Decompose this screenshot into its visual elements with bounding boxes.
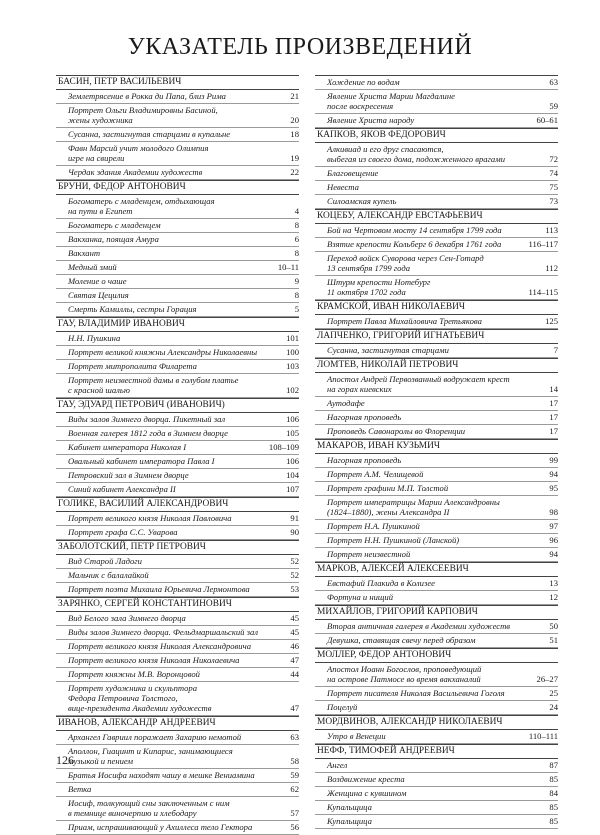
index-entry	[315, 397, 558, 411]
work-title: Проповедь Савонаролы во Флоренции	[327, 426, 466, 436]
work-page: 91	[290, 513, 299, 523]
work-title: Братья Иосифа находят чашу в мешке Вениамина	[68, 770, 255, 780]
work-page: 102	[286, 385, 299, 395]
index-entry	[56, 166, 299, 180]
work-page: 85	[549, 802, 558, 812]
work-page: 62	[290, 784, 299, 794]
index-entry	[56, 332, 299, 346]
work-page: 46	[290, 641, 299, 651]
work-title: Моление о чаше	[68, 276, 127, 286]
index-entry	[315, 577, 558, 591]
work-page: 110–111	[528, 731, 558, 741]
index-entry	[56, 583, 299, 597]
work-page: 112	[545, 263, 558, 273]
author-heading: ГАУ, ЭДУАРД ПЕТРОВИЧ (ИВАНОВИЧ)	[56, 398, 299, 413]
work-page: 8	[294, 290, 299, 300]
index-entry	[315, 238, 558, 252]
work-page: 18	[290, 129, 299, 139]
index-entry	[56, 469, 299, 483]
work-page: 63	[549, 77, 558, 87]
index-entry	[315, 454, 558, 468]
index-entry	[56, 142, 299, 166]
work-title: Портрет княжны М.В. Воронцовой	[68, 669, 200, 679]
index-entry	[315, 534, 558, 548]
work-page: 107	[286, 484, 299, 494]
work-title: Апостол Иоанн Богослов, проповедующий на острове Патмосе во время вакханалий	[327, 664, 482, 684]
work-title: Н.Н. Пушкина	[68, 333, 121, 343]
work-page: 7	[553, 345, 558, 355]
author-group	[56, 180, 299, 317]
index-entry	[315, 195, 558, 209]
work-page: 98	[549, 507, 558, 517]
work-page: 73	[549, 196, 558, 206]
author-group	[56, 597, 299, 716]
index-entry	[315, 687, 558, 701]
index-entry	[315, 482, 558, 496]
index-entry	[56, 104, 299, 128]
index-entry	[315, 315, 558, 329]
index-entry	[315, 496, 558, 520]
work-title: Архангел Гавриил поражает Захарию немотой	[68, 732, 242, 742]
right-column	[315, 75, 558, 829]
author-group	[56, 716, 299, 835]
work-title: Вторая античная галерея в Академии художеств	[327, 621, 511, 631]
work-page: 59	[290, 770, 299, 780]
work-page: 85	[549, 774, 558, 784]
author-group	[315, 329, 558, 358]
work-title: Женщина с кувшином	[327, 788, 407, 798]
index-entry	[315, 276, 558, 300]
index-entry	[56, 360, 299, 374]
index-entry	[56, 654, 299, 668]
author-heading: ЛОМТЕВ, НИКОЛАЙ ПЕТРОВИЧ	[315, 358, 558, 373]
author-group	[56, 497, 299, 540]
work-page: 84	[549, 788, 558, 798]
work-page: 90	[290, 527, 299, 537]
work-page: 106	[286, 456, 299, 466]
index-entry	[56, 441, 299, 455]
work-page: 105	[286, 428, 299, 438]
work-title: Девушка, ставящая свечу перед образом	[327, 635, 476, 645]
work-title: Виды залов Зимнего дворца. Фельдмаршальский зал	[68, 627, 259, 637]
index-entry	[315, 815, 558, 829]
work-title: Апостол Андрей Первозванный водружает крест на горах киевских	[327, 374, 510, 394]
work-title: Воздвижение креста	[327, 774, 405, 784]
index-entry	[315, 114, 558, 128]
work-page: 25	[549, 688, 558, 698]
work-page: 108–109	[268, 442, 299, 452]
index-entry	[315, 143, 558, 167]
author-group	[315, 439, 558, 562]
index-entry	[56, 555, 299, 569]
work-title: Поцелуй	[327, 702, 358, 712]
work-page: 99	[549, 455, 558, 465]
index-entry	[315, 634, 558, 648]
index-entry	[315, 425, 558, 439]
index-entry	[56, 303, 299, 317]
index-entry	[56, 247, 299, 261]
work-page: 6	[294, 234, 299, 244]
work-page: 44	[290, 669, 299, 679]
author-heading: МОРДВИНОВ, АЛЕКСАНДР НИКОЛАЕВИЧ	[315, 715, 558, 730]
author-group	[315, 648, 558, 715]
index-entry	[56, 731, 299, 745]
work-page: 4	[294, 206, 299, 216]
left-column	[56, 75, 299, 835]
work-title: Явление Христа Марии Магдалине после воскресения	[327, 91, 455, 111]
work-title: Медный змий	[68, 262, 117, 272]
work-title: Портрет митрополита Филарета	[68, 361, 197, 371]
author-group	[315, 75, 558, 128]
author-heading: ИВАНОВ, АЛЕКСАНДР АНДРЕЕВИЧ	[56, 716, 299, 731]
work-page: 12	[549, 592, 558, 602]
work-page: 59	[549, 101, 558, 111]
work-title: Силоамская купель	[327, 196, 397, 206]
work-title: Чердак здания Академии художеств	[68, 167, 203, 177]
work-title: Аутодафе	[327, 398, 365, 408]
work-title: Синий кабинет Александра II	[68, 484, 176, 494]
work-page: 22	[290, 167, 299, 177]
work-page: 56	[290, 822, 299, 832]
author-group	[315, 128, 558, 209]
index-entry	[56, 195, 299, 219]
work-title: Землетрясение в Рокка ди Папа, близ Рима	[68, 91, 226, 101]
author-heading: ЗАБОЛОТСКИЙ, ПЕТР ПЕТРОВИЧ	[56, 540, 299, 555]
index-entry	[315, 730, 558, 744]
work-title: Овальный кабинет императора Павла I	[68, 456, 215, 466]
work-page: 5	[294, 304, 299, 314]
work-page: 94	[549, 469, 558, 479]
author-heading: КОЦЕБУ, АЛЕКСАНДР ЕВСТАФЬЕВИЧ	[315, 209, 558, 224]
work-title: Сусанна, застигнутая старцами в купальне	[68, 129, 231, 139]
index-entry	[56, 569, 299, 583]
work-page: 87	[549, 760, 558, 770]
work-page: 114–115	[528, 287, 558, 297]
author-heading: МАРКОВ, АЛЕКСЕЙ АЛЕКСЕЕВИЧ	[315, 562, 558, 577]
index-entry	[56, 612, 299, 626]
work-page: 96	[549, 535, 558, 545]
index-entry	[315, 787, 558, 801]
work-page: 94	[549, 549, 558, 559]
work-page: 8	[294, 248, 299, 258]
work-title: Ангел	[327, 760, 348, 770]
work-title: Нагорная проповедь	[327, 455, 402, 465]
index-entry	[56, 769, 299, 783]
work-title: Благовещение	[327, 168, 379, 178]
work-title: Мальчик с балалайкой	[68, 570, 149, 580]
author-heading: МОЛЛЕР, ФЕДОР АНТОНОВИЧ	[315, 648, 558, 663]
work-page: 13	[549, 578, 558, 588]
work-title: Богоматерь с младенцем	[68, 220, 161, 230]
work-page: 14	[549, 384, 558, 394]
work-page: 9	[294, 276, 299, 286]
work-page: 113	[545, 225, 558, 235]
index-entry	[56, 640, 299, 654]
index-entry	[56, 233, 299, 247]
work-page: 116–117	[528, 239, 558, 249]
work-page: 51	[549, 635, 558, 645]
index-entry	[315, 759, 558, 773]
work-title: Приам, испрашивающий у Ахиллеса тело Гектора	[68, 822, 253, 832]
work-page: 10–11	[277, 262, 299, 272]
work-title: Вид Белого зала Зимнего дворца	[68, 613, 186, 623]
work-title: Портрет художника и скульптора Федора Петровича Толстого, вице-президента Академии художеств	[68, 683, 212, 713]
index-entry	[315, 548, 558, 562]
index-entry	[56, 90, 299, 104]
index-entry	[56, 128, 299, 142]
index-entry	[56, 346, 299, 360]
work-page: 19	[290, 153, 299, 163]
work-title: Ветка	[68, 784, 92, 794]
index-entry	[56, 413, 299, 427]
work-page: 104	[286, 470, 299, 480]
author-group	[315, 744, 558, 829]
author-heading: ГОЛИКЕ, ВАСИЛИЙ АЛЕКСАНДРОВИЧ	[56, 497, 299, 512]
work-title: Портрет великого князя Николая Николаевича	[68, 655, 240, 665]
author-group	[315, 358, 558, 439]
work-title: Взятие крепости Кольберг 6 декабря 1761 года	[327, 239, 502, 249]
index-entry	[56, 483, 299, 497]
author-heading: ЛАПЧЕНКО, ГРИГОРИЙ ИГНАТЬЕВИЧ	[315, 329, 558, 344]
index-entry	[56, 797, 299, 821]
work-page: 50	[549, 621, 558, 631]
work-title: Переход войск Суворова через Сен-Готард 13 сентября 1799 года	[327, 253, 484, 273]
work-title: Евстафий Плакида в Колизее	[327, 578, 435, 588]
work-title: Фортуна и нищий	[327, 592, 393, 602]
work-title: Богоматерь с младенцем, отдыхающая на пути в Египет	[68, 196, 215, 216]
page-title: УКАЗАТЕЛЬ ПРОИЗВЕДЕНИЙ	[127, 34, 473, 60]
work-title: Портрет поэта Михаила Юрьевича Лермонтова	[68, 584, 250, 594]
work-title: Портрет графа С.С. Уварова	[68, 527, 178, 537]
author-group	[315, 715, 558, 744]
work-page: 97	[549, 521, 558, 531]
index-entry	[315, 773, 558, 787]
work-title: Купальщица	[327, 802, 372, 812]
work-title: Алкивиад и его друг спасаются, выбегая из своего дома, подожженного врагами	[327, 144, 505, 164]
author-group	[315, 605, 558, 648]
index-entry	[56, 512, 299, 526]
index-entry	[56, 289, 299, 303]
author-group	[56, 317, 299, 398]
work-title: Портрет неизвестной дамы в голубом платье с красной шалью	[68, 375, 239, 395]
index-entry	[56, 682, 299, 716]
index-entry	[56, 427, 299, 441]
index-entry	[315, 591, 558, 605]
work-title: Портрет Н.А. Пушкиной	[327, 521, 420, 531]
work-title: Портрет графини М.П. Толстой	[327, 483, 449, 493]
work-page: 21	[290, 91, 299, 101]
work-title: Военная галерея 1812 года в Зимнем дворце	[68, 428, 228, 438]
work-page: 53	[290, 584, 299, 594]
work-title: Портрет великого князя Николая Павловича	[68, 513, 232, 523]
work-title: Явление Христа народу	[327, 115, 415, 125]
index-entry	[56, 219, 299, 233]
index-entry	[315, 344, 558, 358]
work-title: Вид Старой Ладоги	[68, 556, 142, 566]
page-number: 126	[56, 753, 74, 767]
work-title: Аполлон, Гиацинт и Кипарис, занимающиеся музыкой и пением	[68, 746, 233, 766]
work-page: 47	[290, 655, 299, 665]
work-title: Портрет писателя Николая Васильевича Гоголя	[327, 688, 505, 698]
index-entry	[315, 181, 558, 195]
work-page: 26–27	[536, 674, 558, 684]
work-title: Портрет императрицы Марии Александровны (1824–1880), жены Александра II	[327, 497, 500, 517]
work-title: Штурм крепости Нотебург 11 октября 1702 года	[327, 277, 431, 297]
work-title: Портрет Павла Михайловича Третьякова	[327, 316, 482, 326]
work-title: Сусанна, застигнутая старцами	[327, 345, 449, 355]
index-entry	[315, 620, 558, 634]
work-title: Фавн Марсий учит молодого Олимпия игре на свирели	[68, 143, 209, 163]
work-page: 24	[549, 702, 558, 712]
work-title: Вакхант	[68, 248, 101, 258]
author-group	[315, 209, 558, 300]
index-entry	[56, 455, 299, 469]
work-page: 100	[286, 347, 299, 357]
work-page: 74	[549, 168, 558, 178]
index-entry	[56, 526, 299, 540]
author-group	[56, 75, 299, 180]
work-title: Святая Цецилия	[68, 290, 129, 300]
index-entry	[315, 90, 558, 114]
work-page: 101	[286, 333, 299, 343]
index-entry	[315, 252, 558, 276]
work-title: Кабинет императора Николая I	[68, 442, 187, 452]
author-heading: БАСИН, ПЕТР ВАСИЛЬЕВИЧ	[56, 75, 299, 90]
work-title: Портрет великого князя Николая Александровича	[68, 641, 251, 651]
work-title: Виды залов Зимнего дворца. Пикетный зал	[68, 414, 226, 424]
work-page: 45	[290, 613, 299, 623]
index-entry	[56, 783, 299, 797]
work-title: Петровский зал в Зимнем дворце	[68, 470, 189, 480]
work-title: Нагорная проповедь	[327, 412, 402, 422]
index-entry	[56, 626, 299, 640]
work-page: 60–61	[536, 115, 558, 125]
work-title: Портрет Н.Н. Пушкиной (Ланской)	[327, 535, 460, 545]
work-page: 17	[549, 412, 558, 422]
work-page: 17	[549, 398, 558, 408]
author-heading: НЕФФ, ТИМОФЕЙ АНДРЕЕВИЧ	[315, 744, 558, 759]
index-entry	[315, 76, 558, 90]
author-heading: МИХАЙЛОВ, ГРИГОРИЙ КАРПОВИЧ	[315, 605, 558, 620]
work-title: Невеста	[327, 182, 359, 192]
index-entry	[315, 520, 558, 534]
index-entry	[315, 701, 558, 715]
index-entry	[315, 663, 558, 687]
work-page: 52	[290, 556, 299, 566]
work-title: Иосиф, толкующий сны заключенным с ним в темнице виночерпию и хлебодару	[68, 798, 230, 818]
index-entry	[56, 275, 299, 289]
work-page: 8	[294, 220, 299, 230]
author-group	[56, 398, 299, 497]
index-entry	[315, 224, 558, 238]
work-title: Хождение по водам	[327, 77, 400, 87]
work-page: 63	[290, 732, 299, 742]
work-page: 52	[290, 570, 299, 580]
author-heading: ЗАРЯНКО, СЕРГЕЙ КОНСТАНТИНОВИЧ	[56, 597, 299, 612]
work-title: Бой на Чертовом мосту 14 сентября 1799 года	[327, 225, 502, 235]
work-title: Портрет Ольги Владимировны Басиной, жены художника	[68, 105, 218, 125]
work-page: 17	[549, 426, 558, 436]
index-entry	[315, 411, 558, 425]
index-entry	[315, 373, 558, 397]
author-group	[315, 562, 558, 605]
index-entry	[56, 374, 299, 398]
work-title: Утро в Венеции	[327, 731, 386, 741]
work-title: Вакханка, поящая Амура	[68, 234, 159, 244]
index-entry	[315, 468, 558, 482]
author-heading: КАПКОВ, ЯКОВ ФЕДОРОВИЧ	[315, 128, 558, 143]
work-page: 58	[290, 756, 299, 766]
index-entry	[56, 821, 299, 835]
work-title: Портрет А.М. Челищевой	[327, 469, 424, 479]
author-group	[56, 540, 299, 597]
index-entry	[56, 668, 299, 682]
work-title: Смерть Камиллы, сестры Горация	[68, 304, 197, 314]
work-page: 103	[286, 361, 299, 371]
index-entry	[56, 261, 299, 275]
index-entry	[56, 745, 299, 769]
author-heading: БРУНИ, ФЕДОР АНТОНОВИЧ	[56, 180, 299, 195]
work-page: 75	[549, 182, 558, 192]
work-page: 20	[290, 115, 299, 125]
work-page: 45	[290, 627, 299, 637]
work-page: 106	[286, 414, 299, 424]
work-page: 47	[290, 703, 299, 713]
work-page: 125	[545, 316, 558, 326]
work-page: 57	[290, 808, 299, 818]
index-entry	[315, 801, 558, 815]
author-heading: КРАМСКОЙ, ИВАН НИКОЛАЕВИЧ	[315, 300, 558, 315]
author-group	[315, 300, 558, 329]
author-heading: МАКАРОВ, ИВАН КУЗЬМИЧ	[315, 439, 558, 454]
work-page: 85	[549, 816, 558, 826]
work-title: Портрет неизвестной	[327, 549, 411, 559]
index-entry	[315, 167, 558, 181]
work-title: Купальщица	[327, 816, 372, 826]
work-page: 72	[549, 154, 558, 164]
work-title: Портрет великой княжны Александры Николаевны	[68, 347, 258, 357]
author-heading: ГАУ, ВЛАДИМИР ИВАНОВИЧ	[56, 317, 299, 332]
work-page: 95	[549, 483, 558, 493]
